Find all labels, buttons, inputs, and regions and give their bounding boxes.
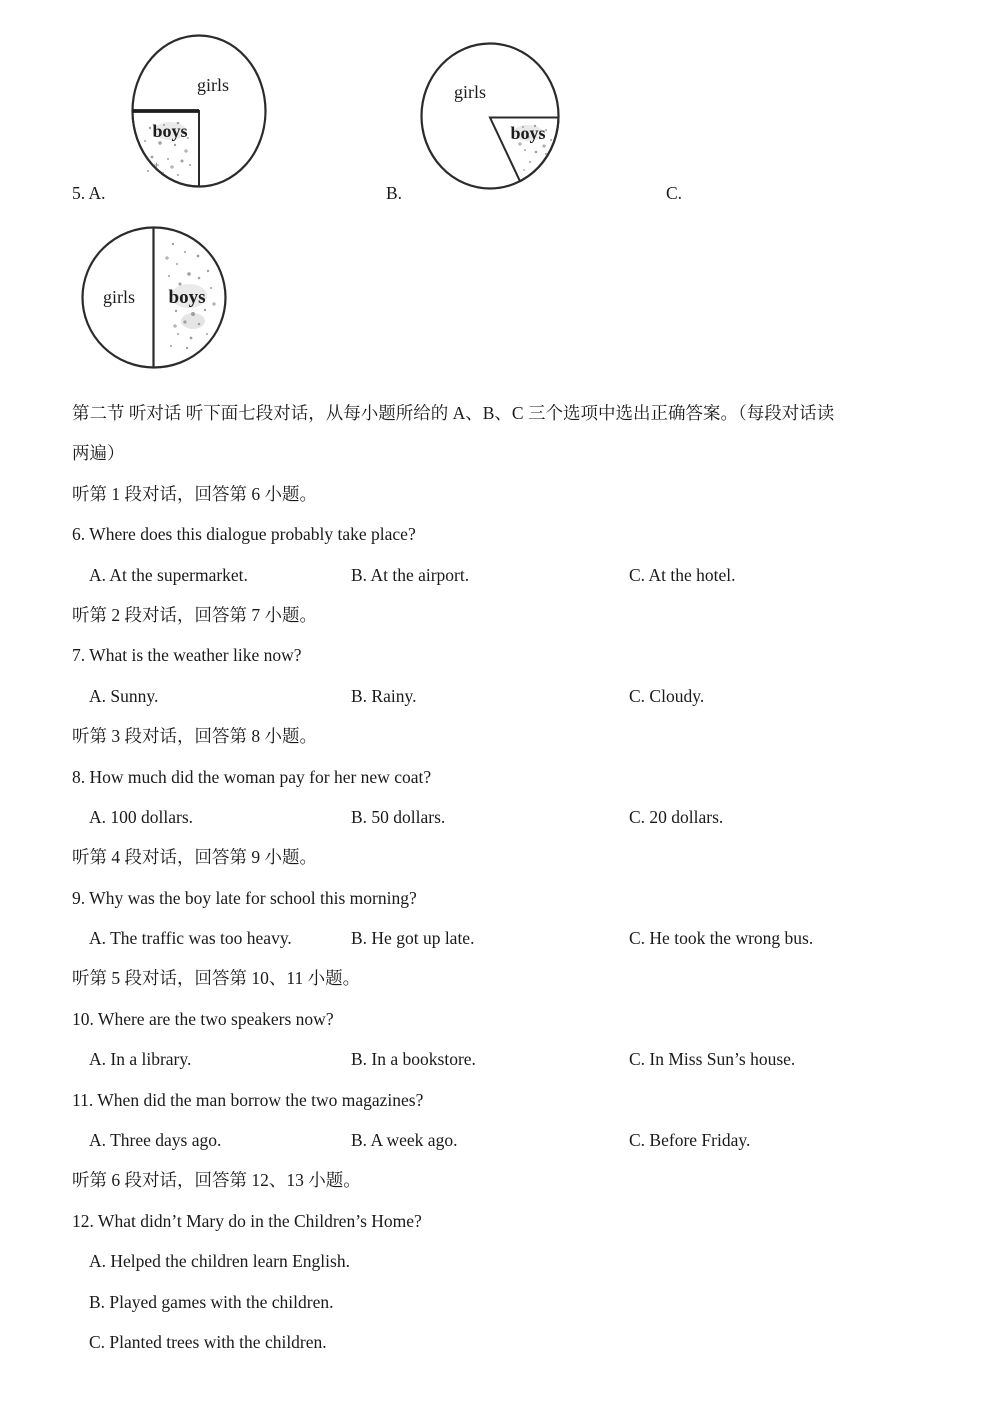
question-7-option-b: B. Rainy. bbox=[351, 685, 417, 706]
pie-c-boys-slice-label: boys bbox=[168, 287, 206, 308]
section-heading-line2: 两遍） bbox=[72, 443, 125, 464]
question-11-options bbox=[0, 1120, 992, 1160]
question-5-option-c-label: C. bbox=[666, 183, 683, 203]
listening-cue-2: 听第 2 段对话，回答第 7 小题。 bbox=[72, 604, 317, 625]
question-6-text: 6. Where does this dialogue probably take place? bbox=[72, 524, 416, 545]
question-6-option-a: A. At the supermarket. bbox=[89, 564, 248, 585]
question-8-option-a: A. 100 dollars. bbox=[89, 806, 194, 827]
question-9-option-b: B. He got up late. bbox=[351, 928, 475, 949]
section-heading-line1: 第二节 听对话 听下面七段对话，从每小题所给的 A、B、C 三个选项中选出正确答案。（每段对话读 bbox=[72, 403, 835, 423]
listening-cue-4: 听第 4 段对话，回答第 9 小题。 bbox=[72, 847, 317, 868]
question-7-text: 7. What is the weather like now? bbox=[72, 645, 302, 666]
section-two-body bbox=[0, 393, 992, 1362]
pie-chart-option-c bbox=[81, 226, 227, 369]
question-7-options bbox=[0, 676, 992, 716]
question-12-option-c: C. Planted trees with the children. bbox=[89, 1331, 327, 1352]
question-10-options bbox=[0, 1039, 992, 1079]
question-7-option-a: A. Sunny. bbox=[89, 685, 159, 706]
listening-cue-6: 听第 6 段对话，回答第 12、13 小题。 bbox=[72, 1170, 361, 1191]
pie-c-girls-slice-label: girls bbox=[102, 287, 136, 307]
question-9-options bbox=[0, 918, 992, 958]
pie-chart-option-a bbox=[130, 33, 268, 189]
question-8-options bbox=[0, 797, 992, 837]
question-5-option-a-label: 5. A. bbox=[72, 183, 106, 203]
question-12-text: 12. What didn’t Mary do in the Children’s Home? bbox=[72, 1210, 422, 1231]
question-11-text: 11. When did the man borrow the two magazines? bbox=[72, 1089, 424, 1110]
question-6-option-c: C. At the hotel. bbox=[629, 564, 736, 585]
question-12-option-a: A. Helped the children learn English. bbox=[89, 1251, 350, 1272]
question-10-option-b: B. In a bookstore. bbox=[351, 1049, 476, 1070]
pie-chart-option-b bbox=[420, 42, 560, 190]
listening-cue-3: 听第 3 段对话，回答第 8 小题。 bbox=[72, 726, 317, 747]
question-6-options bbox=[0, 555, 992, 595]
question-12-option-b: B. Played games with the children. bbox=[89, 1291, 334, 1312]
pie-a-boys-slice-label: boys bbox=[152, 121, 188, 141]
pie-b-boys-slice-label: boys bbox=[510, 123, 546, 143]
question-9-option-a: A. The traffic was too heavy. bbox=[89, 928, 292, 949]
question-9-text: 9. Why was the boy late for school this morning? bbox=[72, 887, 417, 908]
question-11-option-b: B. A week ago. bbox=[351, 1130, 458, 1151]
question-9-option-c: C. He took the wrong bus. bbox=[629, 928, 814, 949]
question-10-option-a: A. In a library. bbox=[89, 1049, 192, 1070]
question-11-option-c: C. Before Friday. bbox=[629, 1130, 751, 1151]
pie-b-girls-slice-label: girls bbox=[453, 82, 487, 102]
question-10-option-c: C. In Miss Sun’s house. bbox=[629, 1049, 796, 1070]
question-11-option-a: A. Three days ago. bbox=[89, 1130, 222, 1151]
question-6-option-b: B. At the airport. bbox=[351, 564, 470, 585]
question-7-option-c: C. Cloudy. bbox=[629, 685, 705, 706]
question-8-text: 8. How much did the woman pay for her new coat? bbox=[72, 766, 432, 787]
question-8-option-b: B. 50 dollars. bbox=[351, 806, 446, 827]
pie-a-girls-slice-label: girls bbox=[196, 75, 230, 95]
question-8-option-c: C. 20 dollars. bbox=[629, 806, 724, 827]
question-5-option-b-label: B. bbox=[386, 183, 403, 203]
listening-cue-5: 听第 5 段对话，回答第 10、11 小题。 bbox=[72, 968, 361, 989]
listening-cue-1: 听第 1 段对话，回答第 6 小题。 bbox=[72, 483, 317, 504]
question-10-text: 10. Where are the two speakers now? bbox=[72, 1008, 334, 1029]
